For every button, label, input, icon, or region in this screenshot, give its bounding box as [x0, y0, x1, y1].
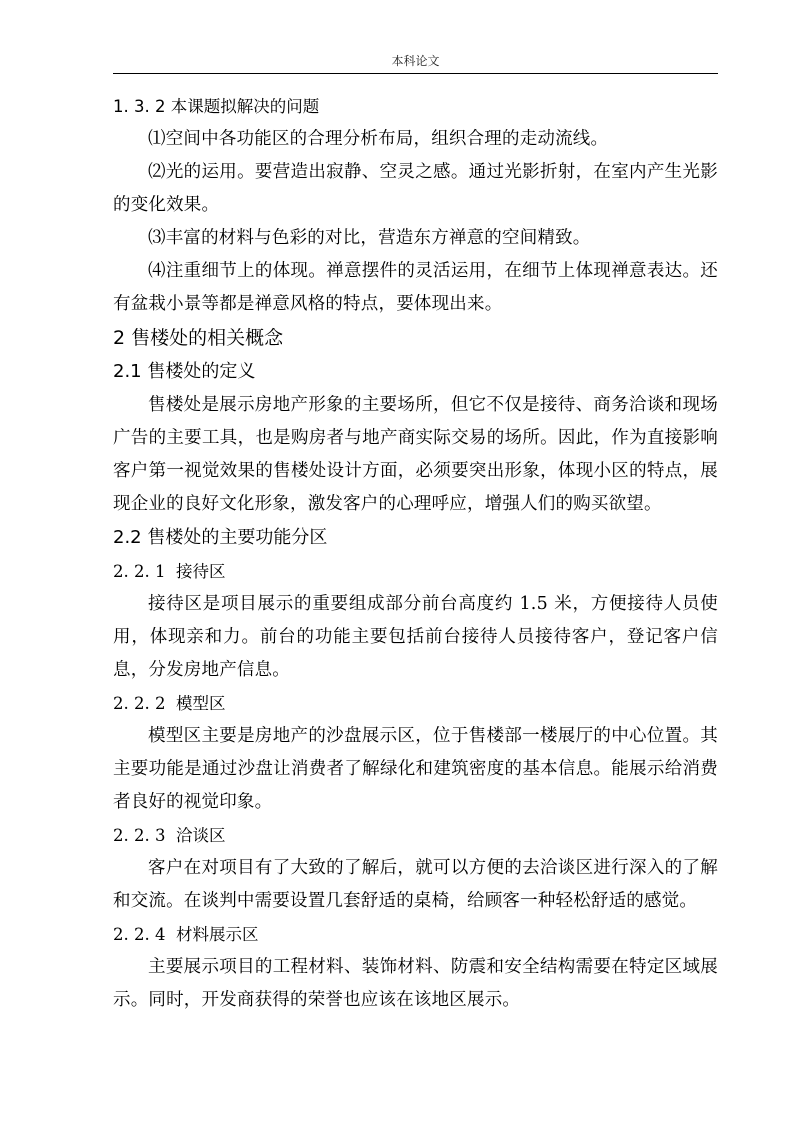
heading-1-3-2 [113, 90, 718, 123]
heading-2-2-4 [113, 918, 718, 951]
page-content [113, 90, 718, 1017]
heading-2-1: 2.1 售楼处的定义 [113, 361, 256, 382]
paragraph-2-2-4: 主要展示项目的工程材料、装饰材料、防震和安全结构需要在特定区域展示。同时，开发商获得的荣誉也应该在该地区展示。 [113, 957, 718, 1010]
header-rule [113, 73, 718, 74]
heading-1-3-2-text: 1. 3. 2 本课题拟解决的问题 [113, 97, 320, 116]
heading-2-2: 2.2 售楼处的主要功能分区 [113, 527, 328, 548]
list-item-4: ⑷注重细节上的体现。禅意摆件的灵活运用，在细节上体现禅意表达。还有盆栽小景等都是禅意风格的特点，要体现出来。 [113, 261, 718, 314]
heading-2-2-1-number: 2. 2. 1 [113, 562, 166, 581]
heading-2-2-1 [113, 555, 718, 588]
paragraph-2-1: 售楼处是展示房地产形象的主要场所，但它不仅是接待、商务洽谈和现场广告的主要工具，也是购房者与地产商实际交易的场所。因此，作为直接影响客户第一视觉效果的售楼处设计方面，必须要突出形象，体现小区的特点，展现企业的良好文化形象，激发客户的心理呼应，增强人们的购买欲望。 [113, 395, 718, 514]
heading-2-2-2 [113, 687, 718, 720]
heading-2-2-4-number: 2. 2. 4 [113, 925, 166, 944]
heading-2-2-3-number: 2. 2. 3 [113, 826, 166, 845]
heading-2-2-4-title: 材料展示区 [175, 925, 259, 944]
running-header: 本科论文 [391, 54, 440, 68]
heading-2: 2 售楼处的相关概念 [113, 327, 284, 349]
paragraph-2-2-1: 接待区是项目展示的重要组成部分前台高度约 1.5 米，方便接待人员使用，体现亲和力。前台的功能主要包括前台接待人员接待客户，登记客户信息，分发房地产信息。 [113, 594, 718, 680]
list-item-3: ⑶丰富的材料与色彩的对比，营造东方禅意的空间精致。 [148, 228, 591, 248]
list-item-1: ⑴空间中各功能区的合理分析布局，组织合理的走动流线。 [148, 129, 609, 149]
paragraph-2-2-3: 客户在对项目有了大致的了解后，就可以方便的去洽谈区进行深入的了解和交流。在谈判中需要设置几套舒适的桌椅，给顾客一种轻松舒适的感觉。 [113, 858, 718, 911]
heading-2-2-2-title: 模型区 [175, 694, 226, 713]
heading-2-2-3 [113, 819, 718, 852]
heading-2-2-1-title: 接待区 [175, 562, 226, 581]
list-item-2: ⑵光的运用。要营造出寂静、空灵之感。通过光影折射，在室内产生光影的变化效果。 [113, 162, 718, 215]
paragraph-2-2-2: 模型区主要是房地产的沙盘展示区，位于售楼部一楼展厅的中心位置。其主要功能是通过沙盘让消费者了解绿化和建筑密度的基本信息。能展示给消费者良好的视觉印象。 [113, 726, 718, 812]
heading-2-2-2-number: 2. 2. 2 [113, 694, 166, 713]
heading-2-2-3-title: 洽谈区 [175, 826, 226, 845]
